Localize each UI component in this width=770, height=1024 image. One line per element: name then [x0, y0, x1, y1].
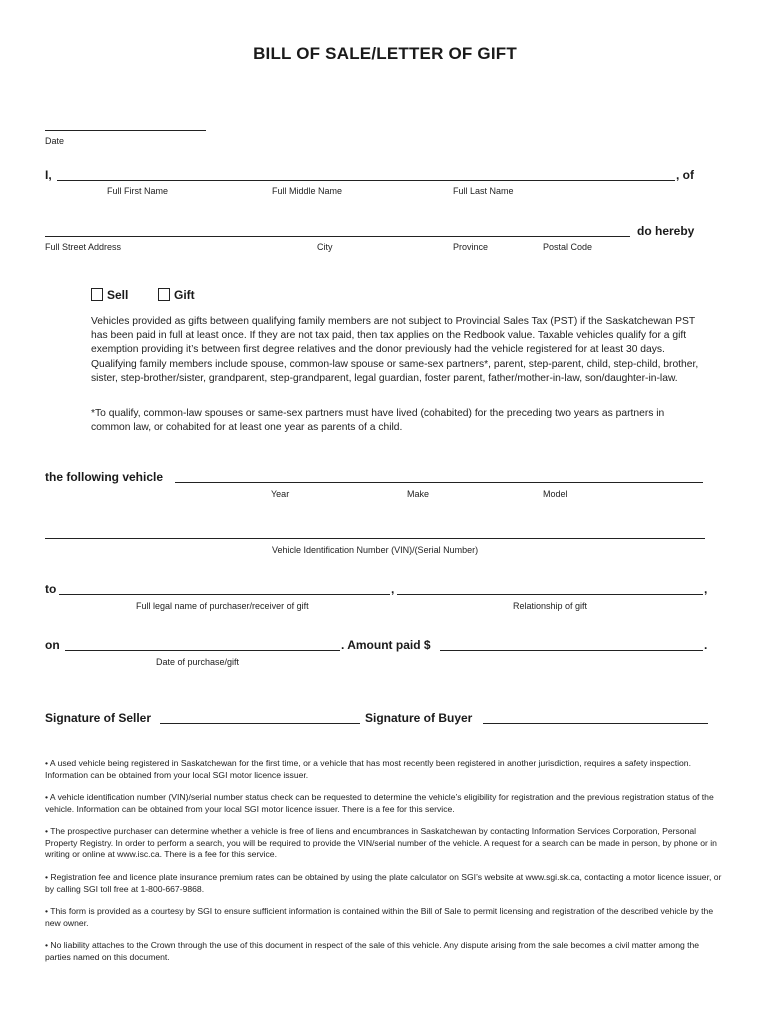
gift-checkbox[interactable] — [158, 288, 170, 301]
relationship-line[interactable] — [397, 594, 703, 595]
street-label: Full Street Address — [45, 242, 122, 252]
to-end-comma: , — [704, 582, 708, 596]
seller-signature-line[interactable] — [160, 723, 360, 724]
vin-label: Vehicle Identification Number (VIN)/(Serial Number) — [272, 545, 479, 555]
purchase-date-label: Date of purchase/gift — [156, 657, 240, 667]
note-item: • A used vehicle being registered in Saskatchewan for the first time, or a vehicle that has most recently been registered in another jurisdiction, requires a safety inspection. Information can be obtained from your local SGI motor licence issuer. — [45, 758, 691, 780]
gift-paragraph: Vehicles provided as gifts between qualifying family members are not subject to Provincial Sales Tax (PST) if the Saskatchewan PST has been paid in full at least once. If they are not tax paid, then tax applies on the Redbook value. Taxable vehicles qualify for a gift exemption providing it’s between first degree relatives and the donor previously had the vehicle registered for at least 30 days. Qualifying family members include spouse, common-law spouse or same-sex partners*, parent, step-parent, child, step-child, brother, sister, step-brother/sister, grandparent, step-grandparent, legal guardian, foster parent, father/mother-in-law, son/daughter-in-law. — [91, 316, 699, 384]
purchase-date-line[interactable] — [65, 650, 340, 651]
sell-option[interactable] — [91, 288, 128, 302]
seller-signature-label: Signature of Seller — [45, 711, 152, 725]
amount-label: . Amount paid $ — [341, 638, 431, 652]
full-name-line[interactable] — [57, 180, 675, 181]
vin-line[interactable] — [45, 538, 705, 539]
date-line[interactable] — [45, 130, 206, 131]
amount-line[interactable] — [440, 650, 703, 651]
gift-label: Gift — [174, 288, 195, 302]
postal-code-label: Postal Code — [543, 242, 593, 252]
amount-period: . — [704, 638, 708, 652]
to-comma: , — [391, 582, 395, 596]
model-label: Model — [543, 489, 568, 499]
footnote: *To qualify, common-law spouses or same-sex partners must have lived (cohabited) for the preceding two years as partners in common law, or cohabited for at least one year as parents of a child. — [91, 408, 665, 434]
on-label: on — [45, 638, 60, 652]
note-item: • No liability attaches to the Crown through the use of this document in respect of the sale of this vehicle. Any dispute arising from the sale becomes a civil matter among the parties named on this document. — [45, 940, 700, 962]
name-suffix: , of — [676, 168, 694, 182]
purchaser-line[interactable] — [59, 594, 390, 595]
address-line[interactable] — [45, 236, 630, 237]
vehicle-label: the following vehicle — [45, 470, 164, 484]
vehicle-line[interactable] — [175, 482, 703, 483]
year-label: Year — [271, 489, 290, 499]
buyer-signature-label: Signature of Buyer — [365, 711, 473, 725]
middle-name-label: Full Middle Name — [272, 186, 343, 196]
note-item: • Registration fee and licence plate insurance premium rates can be obtained by using the plate calculator on SGI’s website at www.sgi.sk.ca, contacting a motor licence issuer, or by calling SGI toll free at 1-800-667-9868. — [45, 872, 722, 894]
relationship-label: Relationship of gift — [513, 601, 588, 611]
province-label: Province — [453, 242, 489, 252]
purchaser-label: Full legal name of purchaser/receiver of gift — [136, 601, 309, 611]
first-name-label: Full First Name — [107, 186, 169, 196]
make-label: Make — [407, 489, 430, 499]
gift-option[interactable] — [158, 288, 195, 302]
date-label: Date — [45, 136, 65, 146]
sell-label: Sell — [107, 288, 129, 302]
last-name-label: Full Last Name — [453, 186, 514, 196]
name-prefix: I, — [45, 168, 52, 182]
note-item: • The prospective purchaser can determine whether a vehicle is free of liens and encumbrances in Saskatchewan by contacting Information Services Corporation, Personal Property Registry. In order to perform a search, you will be required to provide the VIN/serial number of the vehicle. A request for a search can be made in person, by phone or in writing or online at www.isc.ca. There is a fee for this service. — [45, 826, 717, 860]
form-title: BILL OF SALE/LETTER OF GIFT — [253, 44, 517, 63]
buyer-signature-line[interactable] — [483, 723, 708, 724]
note-item: • This form is provided as a courtesy by SGI to ensure sufficient information is contained within the Bill of Sale to permit licensing and registration of the described vehicle by the new owner. — [45, 906, 714, 928]
note-item: • A vehicle identification number (VIN)/serial number status check can be requested to determine the vehicle’s eligibility for registration and the previous registration status of the vehicle. Information can be obtained from your local SGI motor licence issuer. There is a fee for this service. — [45, 792, 714, 814]
city-label: City — [317, 242, 333, 252]
sell-checkbox[interactable] — [91, 288, 103, 301]
to-label: to — [45, 582, 57, 596]
address-suffix: do hereby — [637, 224, 695, 238]
